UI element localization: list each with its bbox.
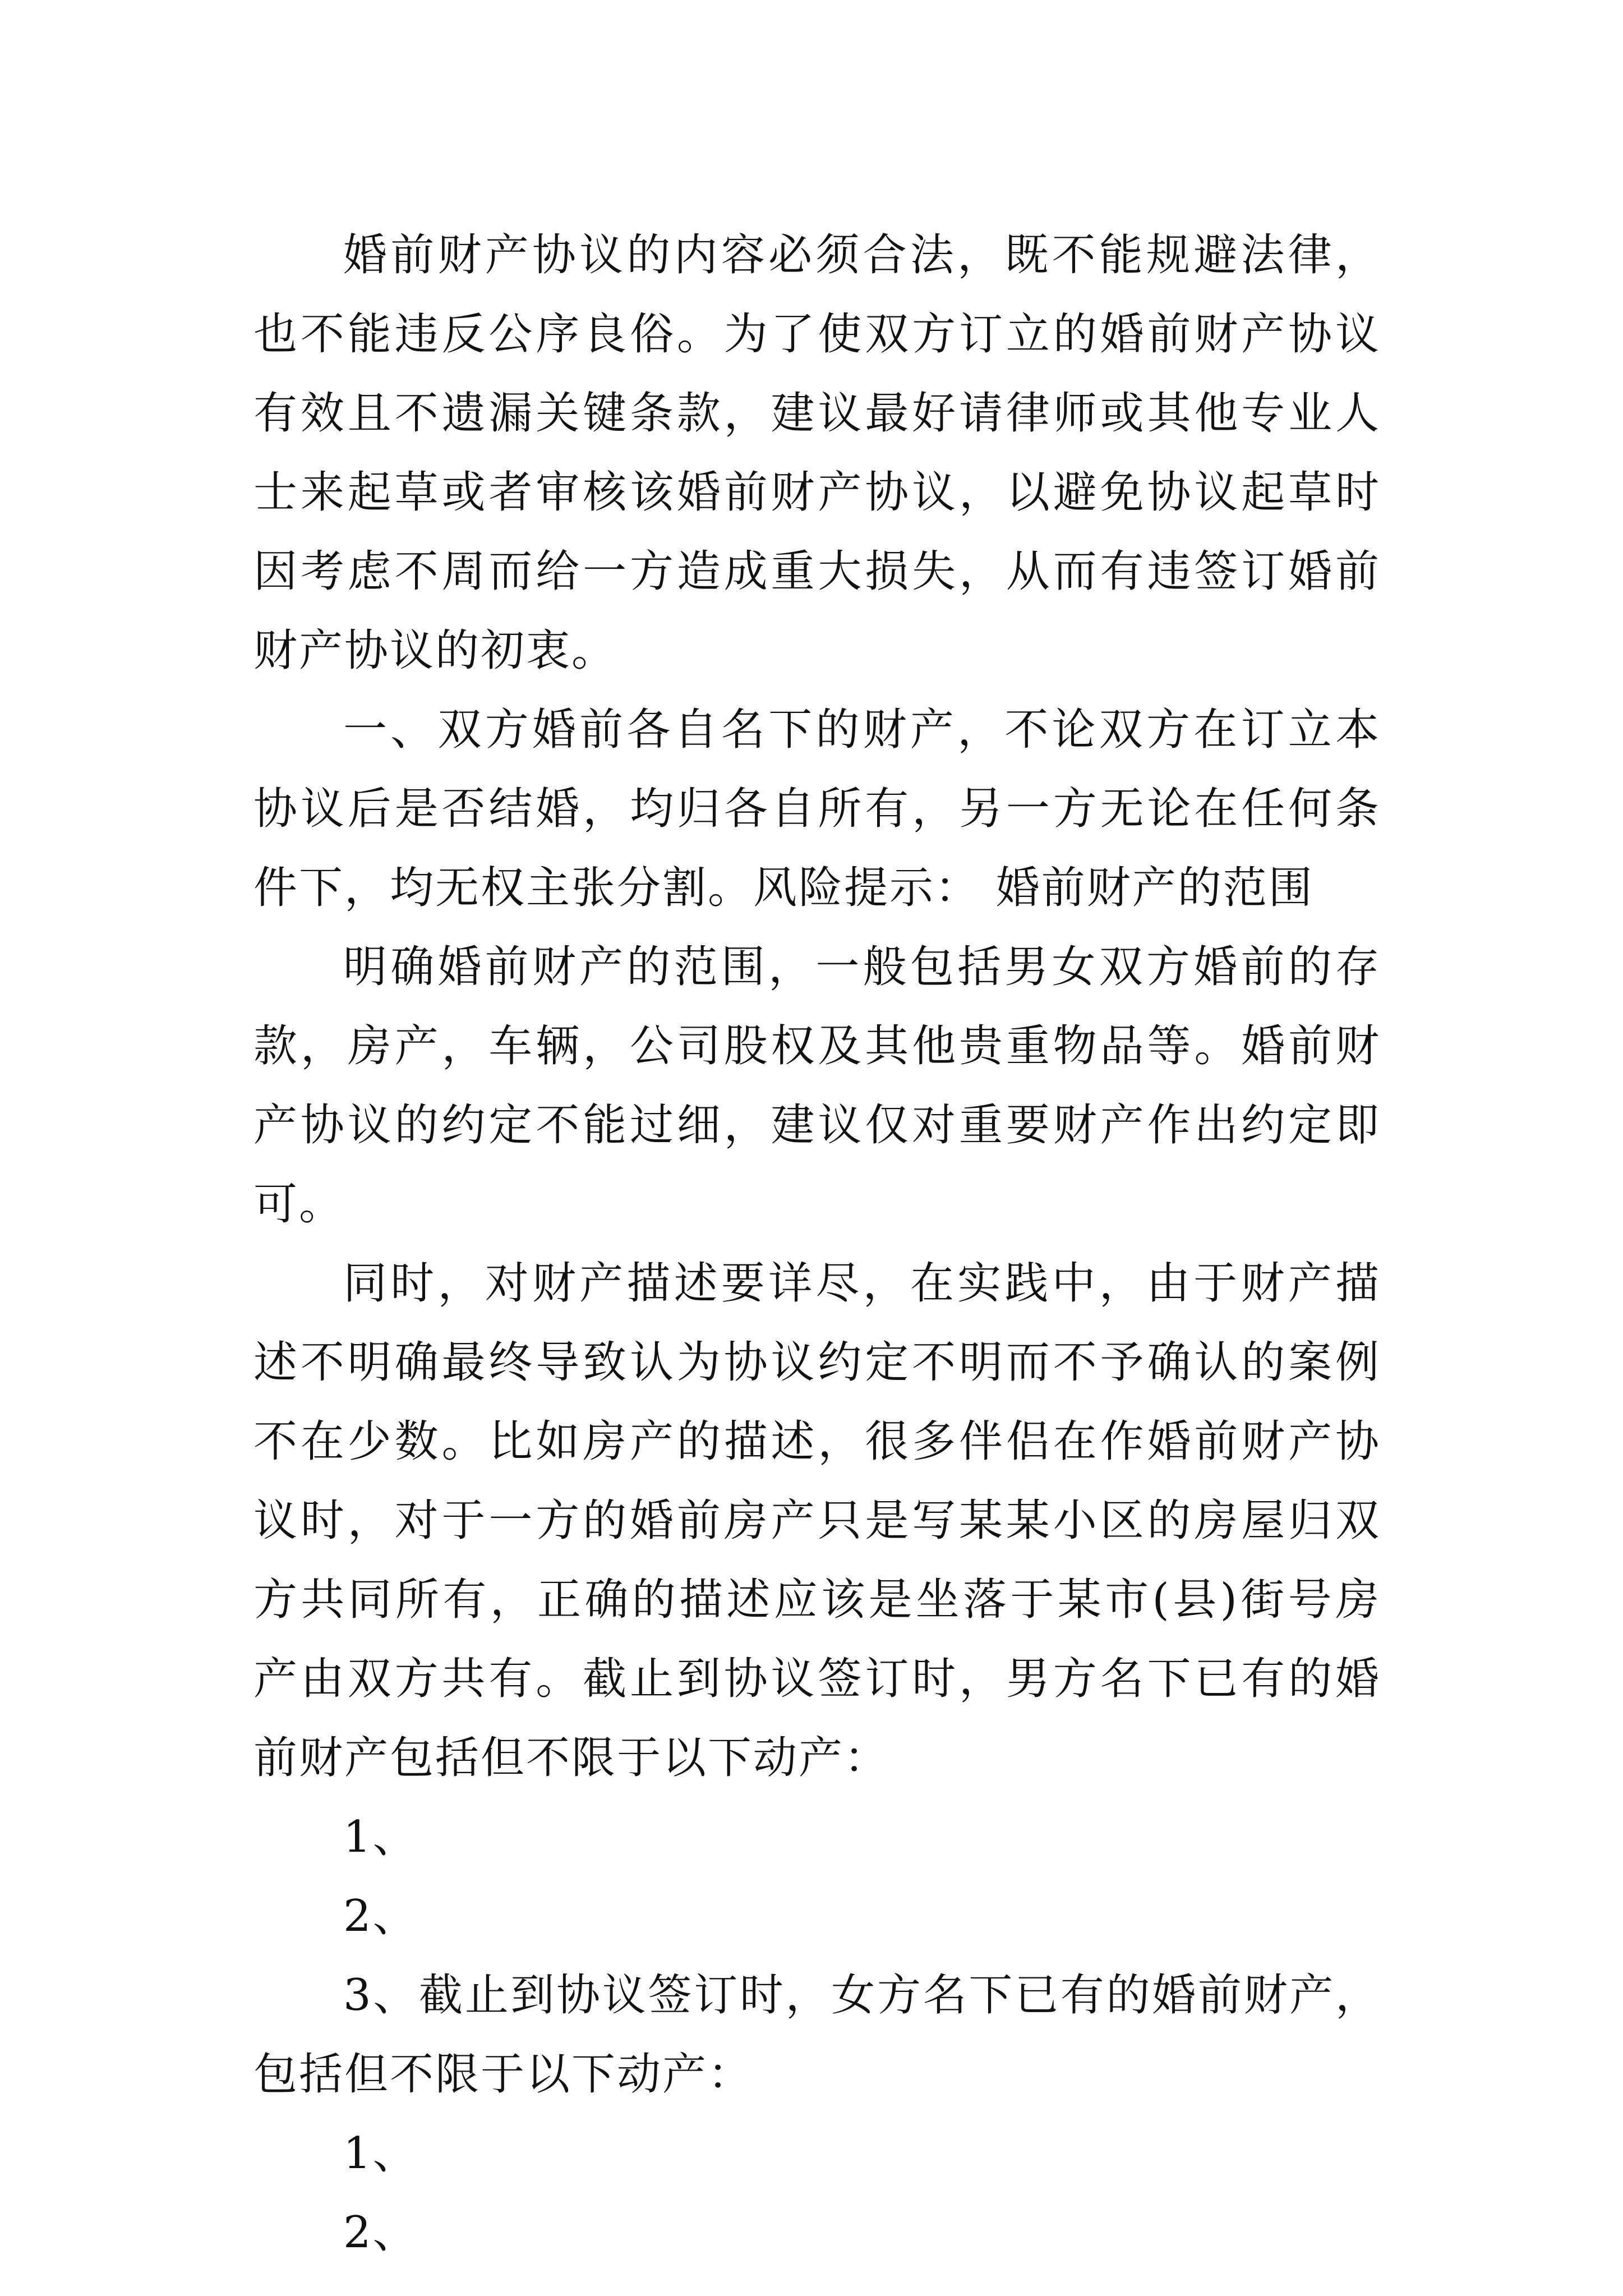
list-item-female-2: 2、 (343, 2207, 418, 2258)
paragraph-description: 同时，对财产描述要详尽，在实践中，由于财产描述不明确最终导致认为协议约定不明而不予确认的案例不在少数。比如房产的描述，很多伴侣在作婚前财产协议时，对于一方的婚前房产只是写某某小区的房屋归双方共同所有，正确的描述应该是坐落于某市(县)街号房产由双方共有。截止到协议签订时，男方名下已有的婚前财产包括但不限于以下动产： (253, 1258, 1381, 1783)
paragraph-female-property: 3、截止到协议签订时，女方名下已有的婚前财产，包括但不限于以下动产： (253, 1970, 1381, 2100)
document-body (253, 216, 1381, 2272)
list-item-female-1: 1、 (343, 2128, 418, 2179)
paragraph-scope: 明确婚前财产的范围，一般包括男女双方婚前的存款，房产，车辆，公司股权及其他贵重物品等。婚前财产协议的约定不能过细，建议仅对重要财产作出约定即可。 (253, 942, 1381, 1230)
paragraph-intro: 婚前财产协议的内容必须合法，既不能规避法律，也不能违反公序良俗。为了使双方订立的婚前财产协议有效且不遗漏关键条款，建议最好请律师或其他专业人士来起草或者审核该婚前财产协议，以避免协议起草时因考虑不周而给一方造成重大损失，从而有违签订婚前财产协议的初衷。 (253, 230, 1381, 676)
list-item-male-1: 1、 (343, 1812, 418, 1862)
list-item-male-2: 2、 (343, 1891, 418, 1941)
paragraph-clause-one: 一、双方婚前各自名下的财产，不论双方在订立本协议后是否结婚，均归各自所有，另一方无论在任何条件下，均无权主张分割。风险提示： 婚前财产的范围 (253, 705, 1381, 913)
